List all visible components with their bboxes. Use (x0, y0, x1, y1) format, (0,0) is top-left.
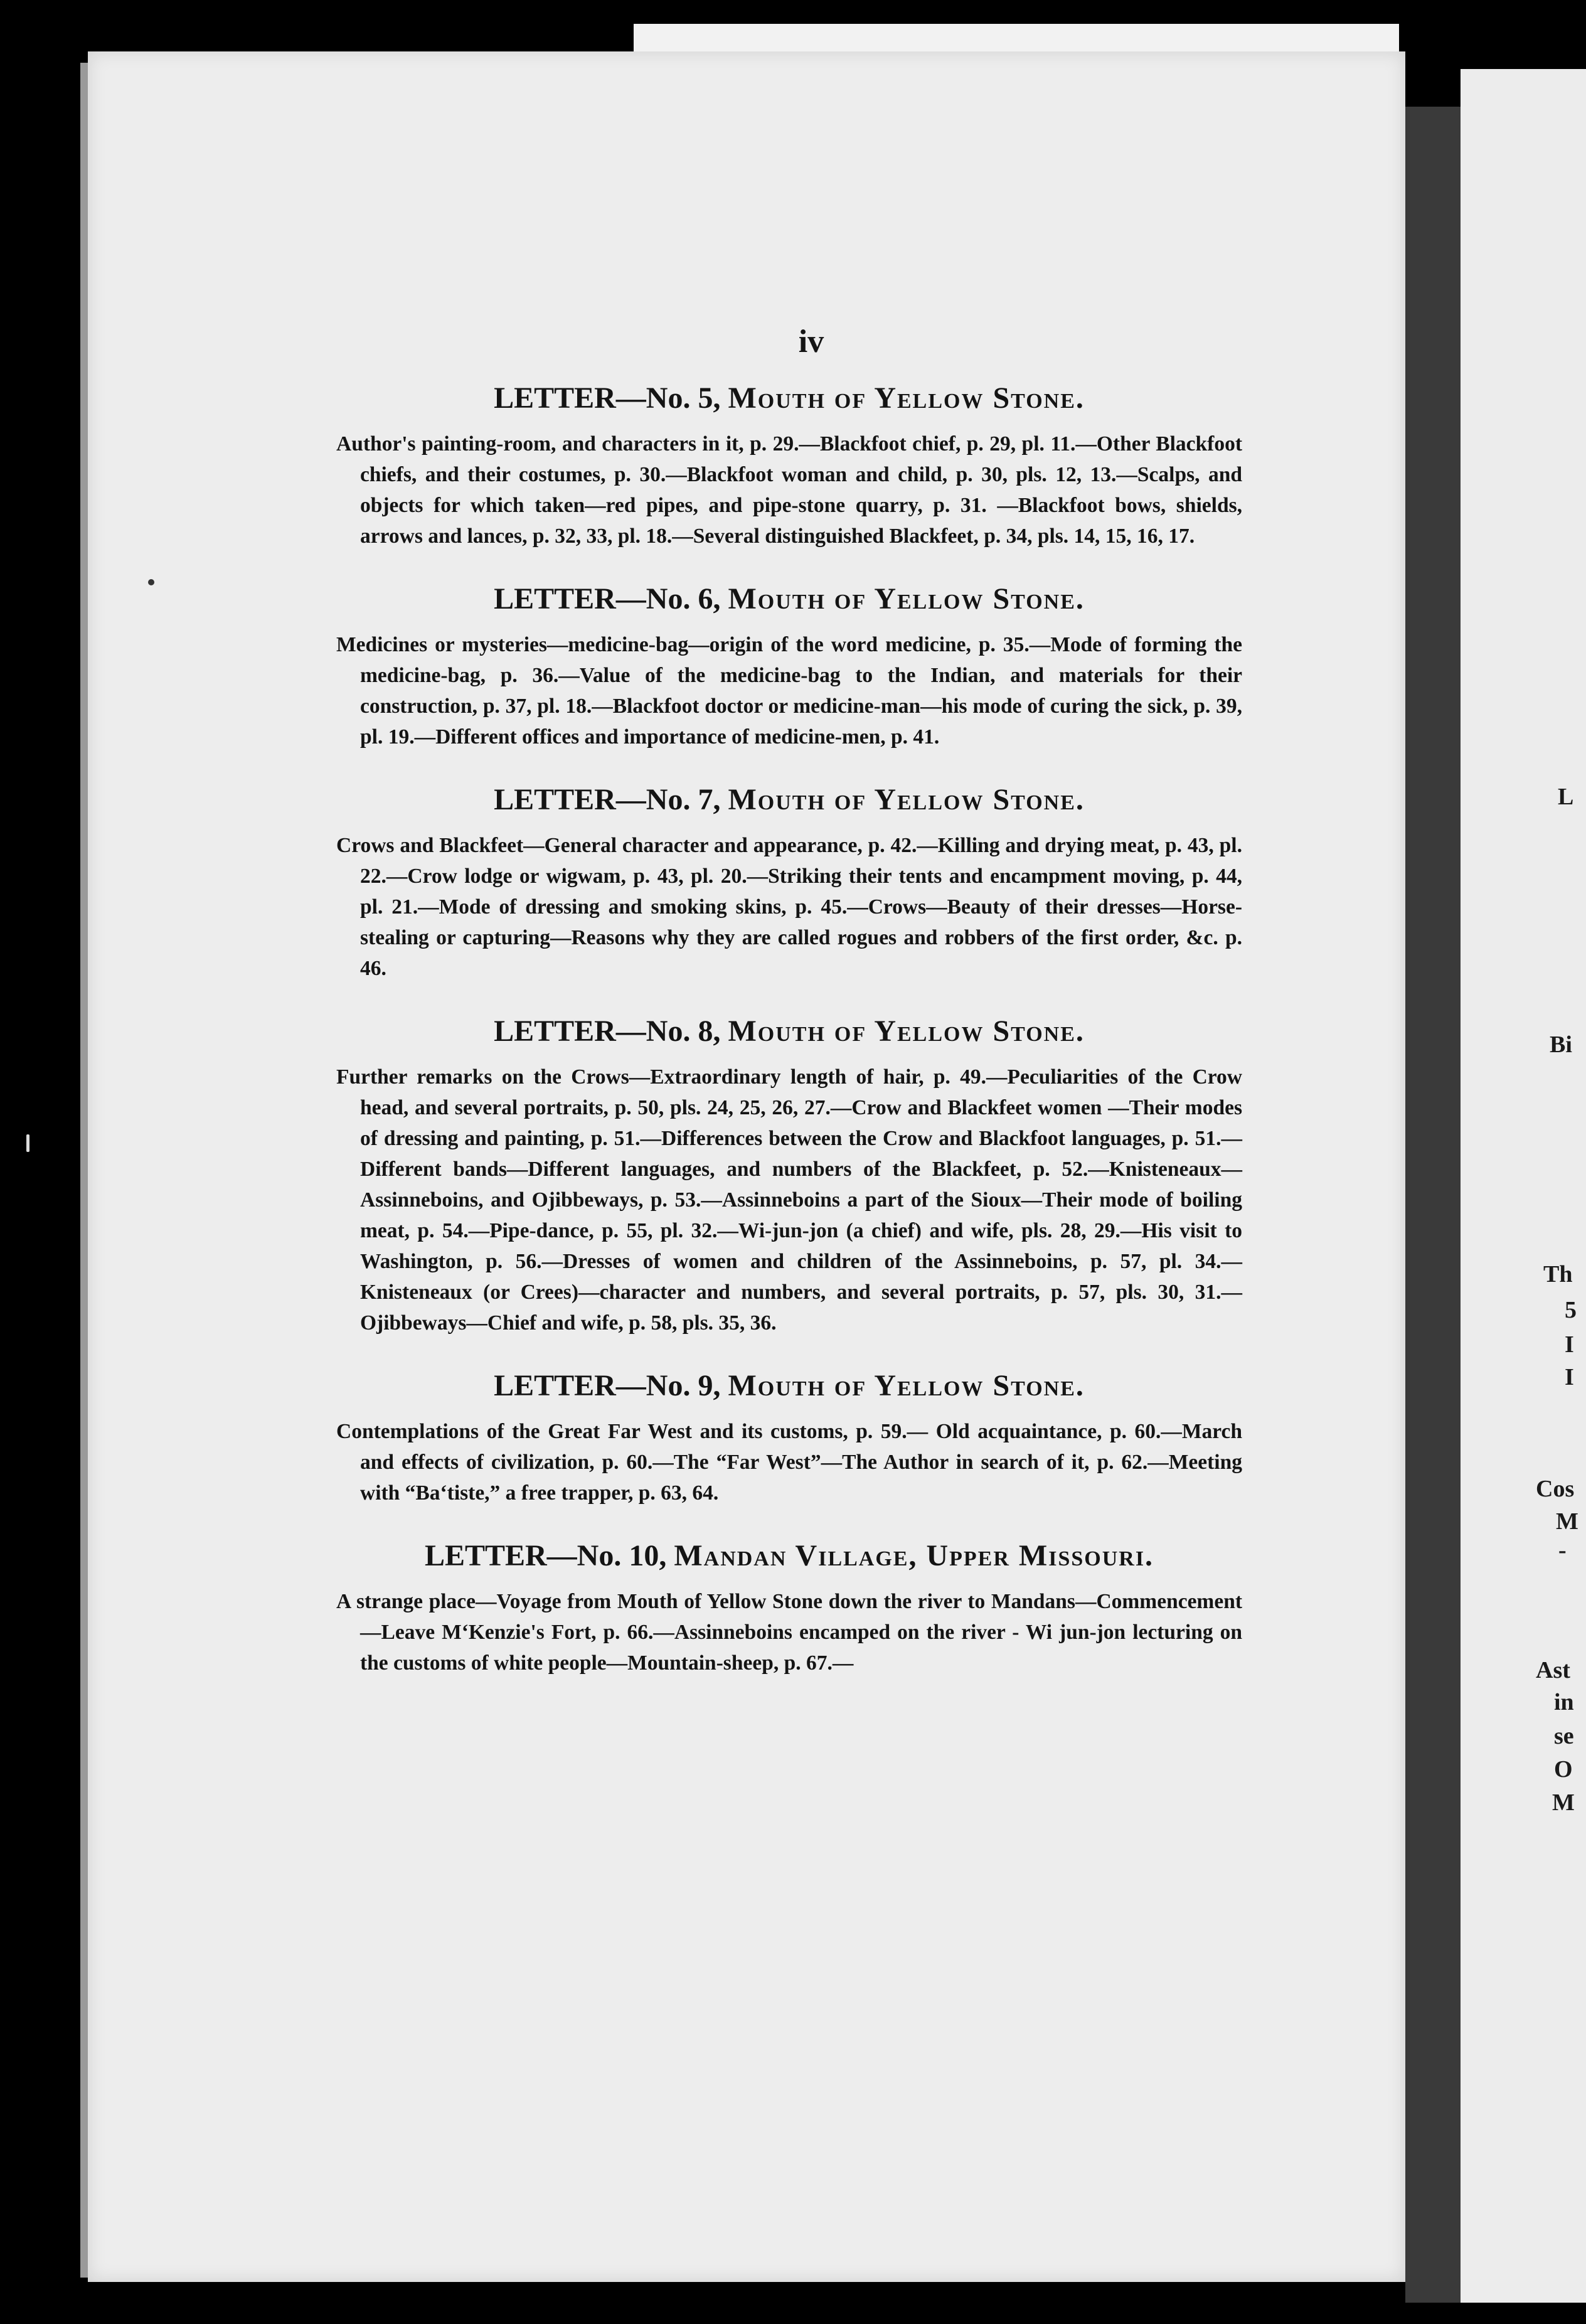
section-summary: Medicines or mysteries—medicine-bag—origin of the word medicine, p. 35.—Mode of forming the medicine-bag, p. 36.—Value of the medicine-bag to the Indian, and materials for their construction, p. 37, pl. 18.—Blackfoot doctor or medicine-man—his mode of curing the sick, p. 39, pl. 19.—Different offices and importance of medicine-men, p. 41. (336, 633, 1242, 749)
section-summary: A strange place—Voyage from Mouth of Yellow Stone down the river to Mandans—Commencement—Leave M‘Kenzie's Fort, p. 66.—Assinneboins encamped on the river - Wi jun-jon lecturing on the customs of white people—Mountain-sheep, p. 67.— (336, 1590, 1242, 1675)
toc-section-letter-7 (336, 781, 1242, 984)
letter-place: Mouth of Yellow Stone. (728, 1369, 1085, 1402)
adjacent-page-fragment: se (1554, 1723, 1574, 1749)
section-summary: Further remarks on the Crows—Extraordinary length of hair, p. 49.—Peculiarities of the Crow head, and several portraits, p. 50, pls. 24, 25, 26, 27.—Crow and Blackfeet women —Their modes of dressing and painting, p. 51.—Differences between the Crow and Blackfoot languages, p. 51.—Different bands—Different languages, and numbers of the Blackfeet, p. 52.—Knisteneaux—Assinneboins, and Ojibbeways, p. 53.—Assinneboins a part of the Sioux—Their mode of boiling meat, p. 54.—Pipe-dance, p. 55, pl. 32.—Wi-jun-jon (a chief) and wife, pls. 28, 29.—His visit to Washington, p. 56.—Dresses of women and children of the Assinneboins, p. 57, pl. 34.—Knisteneaux (or Crees)—character and numbers, and several portraits, p. 57, pls. 30, 31.—Ojibbeways—Chief and wife, p. 58, pls. 35, 36. (336, 1065, 1242, 1335)
section-heading (336, 1013, 1242, 1050)
adjacent-page-fragment: M (1552, 1789, 1575, 1816)
paper-speck (26, 1134, 29, 1152)
letter-place: Mouth of Yellow Stone. (728, 582, 1085, 616)
adjacent-page-fragment: Th (1543, 1261, 1573, 1287)
adjacent-page-fragment: I (1565, 1331, 1574, 1358)
toc-section-letter-10 (336, 1537, 1242, 1678)
toc-section-letter-9 (336, 1367, 1242, 1508)
adjacent-page-fragment: in (1554, 1689, 1574, 1715)
toc-section-letter-6 (336, 580, 1242, 752)
book-gutter-shadow (1405, 107, 1461, 2303)
letter-number: LETTER—No. 6, (494, 582, 721, 616)
page-top-edge (634, 24, 1399, 54)
table-of-contents (336, 317, 1242, 1707)
adjacent-page-fragment: O (1554, 1756, 1573, 1783)
adjacent-page (1461, 69, 1586, 2303)
toc-section-letter-5 (336, 380, 1242, 552)
letter-place: Mouth of Yellow Stone. (728, 381, 1085, 415)
letter-place: Mouth of Yellow Stone. (728, 1015, 1085, 1048)
letter-number: LETTER—No. 8, (494, 1015, 721, 1048)
adjacent-page-fragment: L (1558, 784, 1574, 810)
section-heading (336, 380, 1242, 417)
adjacent-page-fragment: Ast (1536, 1657, 1570, 1683)
adjacent-page-fragment: - (1558, 1537, 1567, 1564)
section-heading (336, 580, 1242, 618)
toc-section-letter-8 (336, 1013, 1242, 1338)
letter-number: LETTER—No. 7, (494, 783, 721, 816)
page-number: iv (798, 324, 824, 360)
section-summary: Crows and Blackfeet—General character and appearance, p. 42.—Killing and drying meat, p. 43, pl. 22.—Crow lodge or wigwam, p. 43, pl. 20.—Striking their tents and encampment moving, p. 44, pl. 21.—Mode of dressing and smoking skins, p. 45.—Crows—Beauty of their dresses—Horse-stealing or capturing—Reasons why they are called rogues and robbers of the first order, &c. p. 46. (336, 834, 1242, 980)
adjacent-page-fragment: 5 (1565, 1297, 1577, 1323)
section-summary: Contemplations of the Great Far West and its customs, p. 59.— Old acquaintance, p. 60.—March and effects of civilization, p. 60.—The “Far West”—The Author in search of it, p. 62.—Meeting with “Ba‘tiste,” a free trapper, p. 63, 64. (336, 1420, 1242, 1505)
letter-place: Mouth of Yellow Stone. (728, 783, 1085, 816)
section-summary: Author's painting-room, and characters in it, p. 29.—Blackfoot chief, p. 29, pl. 11.—Other Blackfoot chiefs, and their costumes, p. 30.—Blackfoot woman and child, p. 30, pls. 12, 13.—Scalps, and objects for which taken—red pipes, and pipe-stone quarry, p. 31. —Blackfoot bows, shields, arrows and lances, p. 32, 33, pl. 18.—Several distinguished Blackfeet, p. 34, pls. 14, 15, 16, 17. (336, 432, 1242, 548)
adjacent-page-fragment: Bi (1550, 1031, 1572, 1058)
section-heading (336, 781, 1242, 819)
letter-place: Mandan Village, Upper Missouri. (674, 1539, 1154, 1572)
section-heading (336, 1367, 1242, 1405)
letter-number: LETTER—No. 10, (424, 1539, 667, 1572)
adjacent-page-fragment: M (1556, 1508, 1578, 1535)
adjacent-page-fragment: I (1565, 1364, 1574, 1390)
paper-speck (148, 579, 154, 585)
adjacent-page-fragment: Cos (1536, 1476, 1575, 1502)
section-heading (336, 1537, 1242, 1575)
letter-number: LETTER—No. 9, (494, 1369, 721, 1402)
letter-number: LETTER—No. 5, (494, 381, 721, 415)
